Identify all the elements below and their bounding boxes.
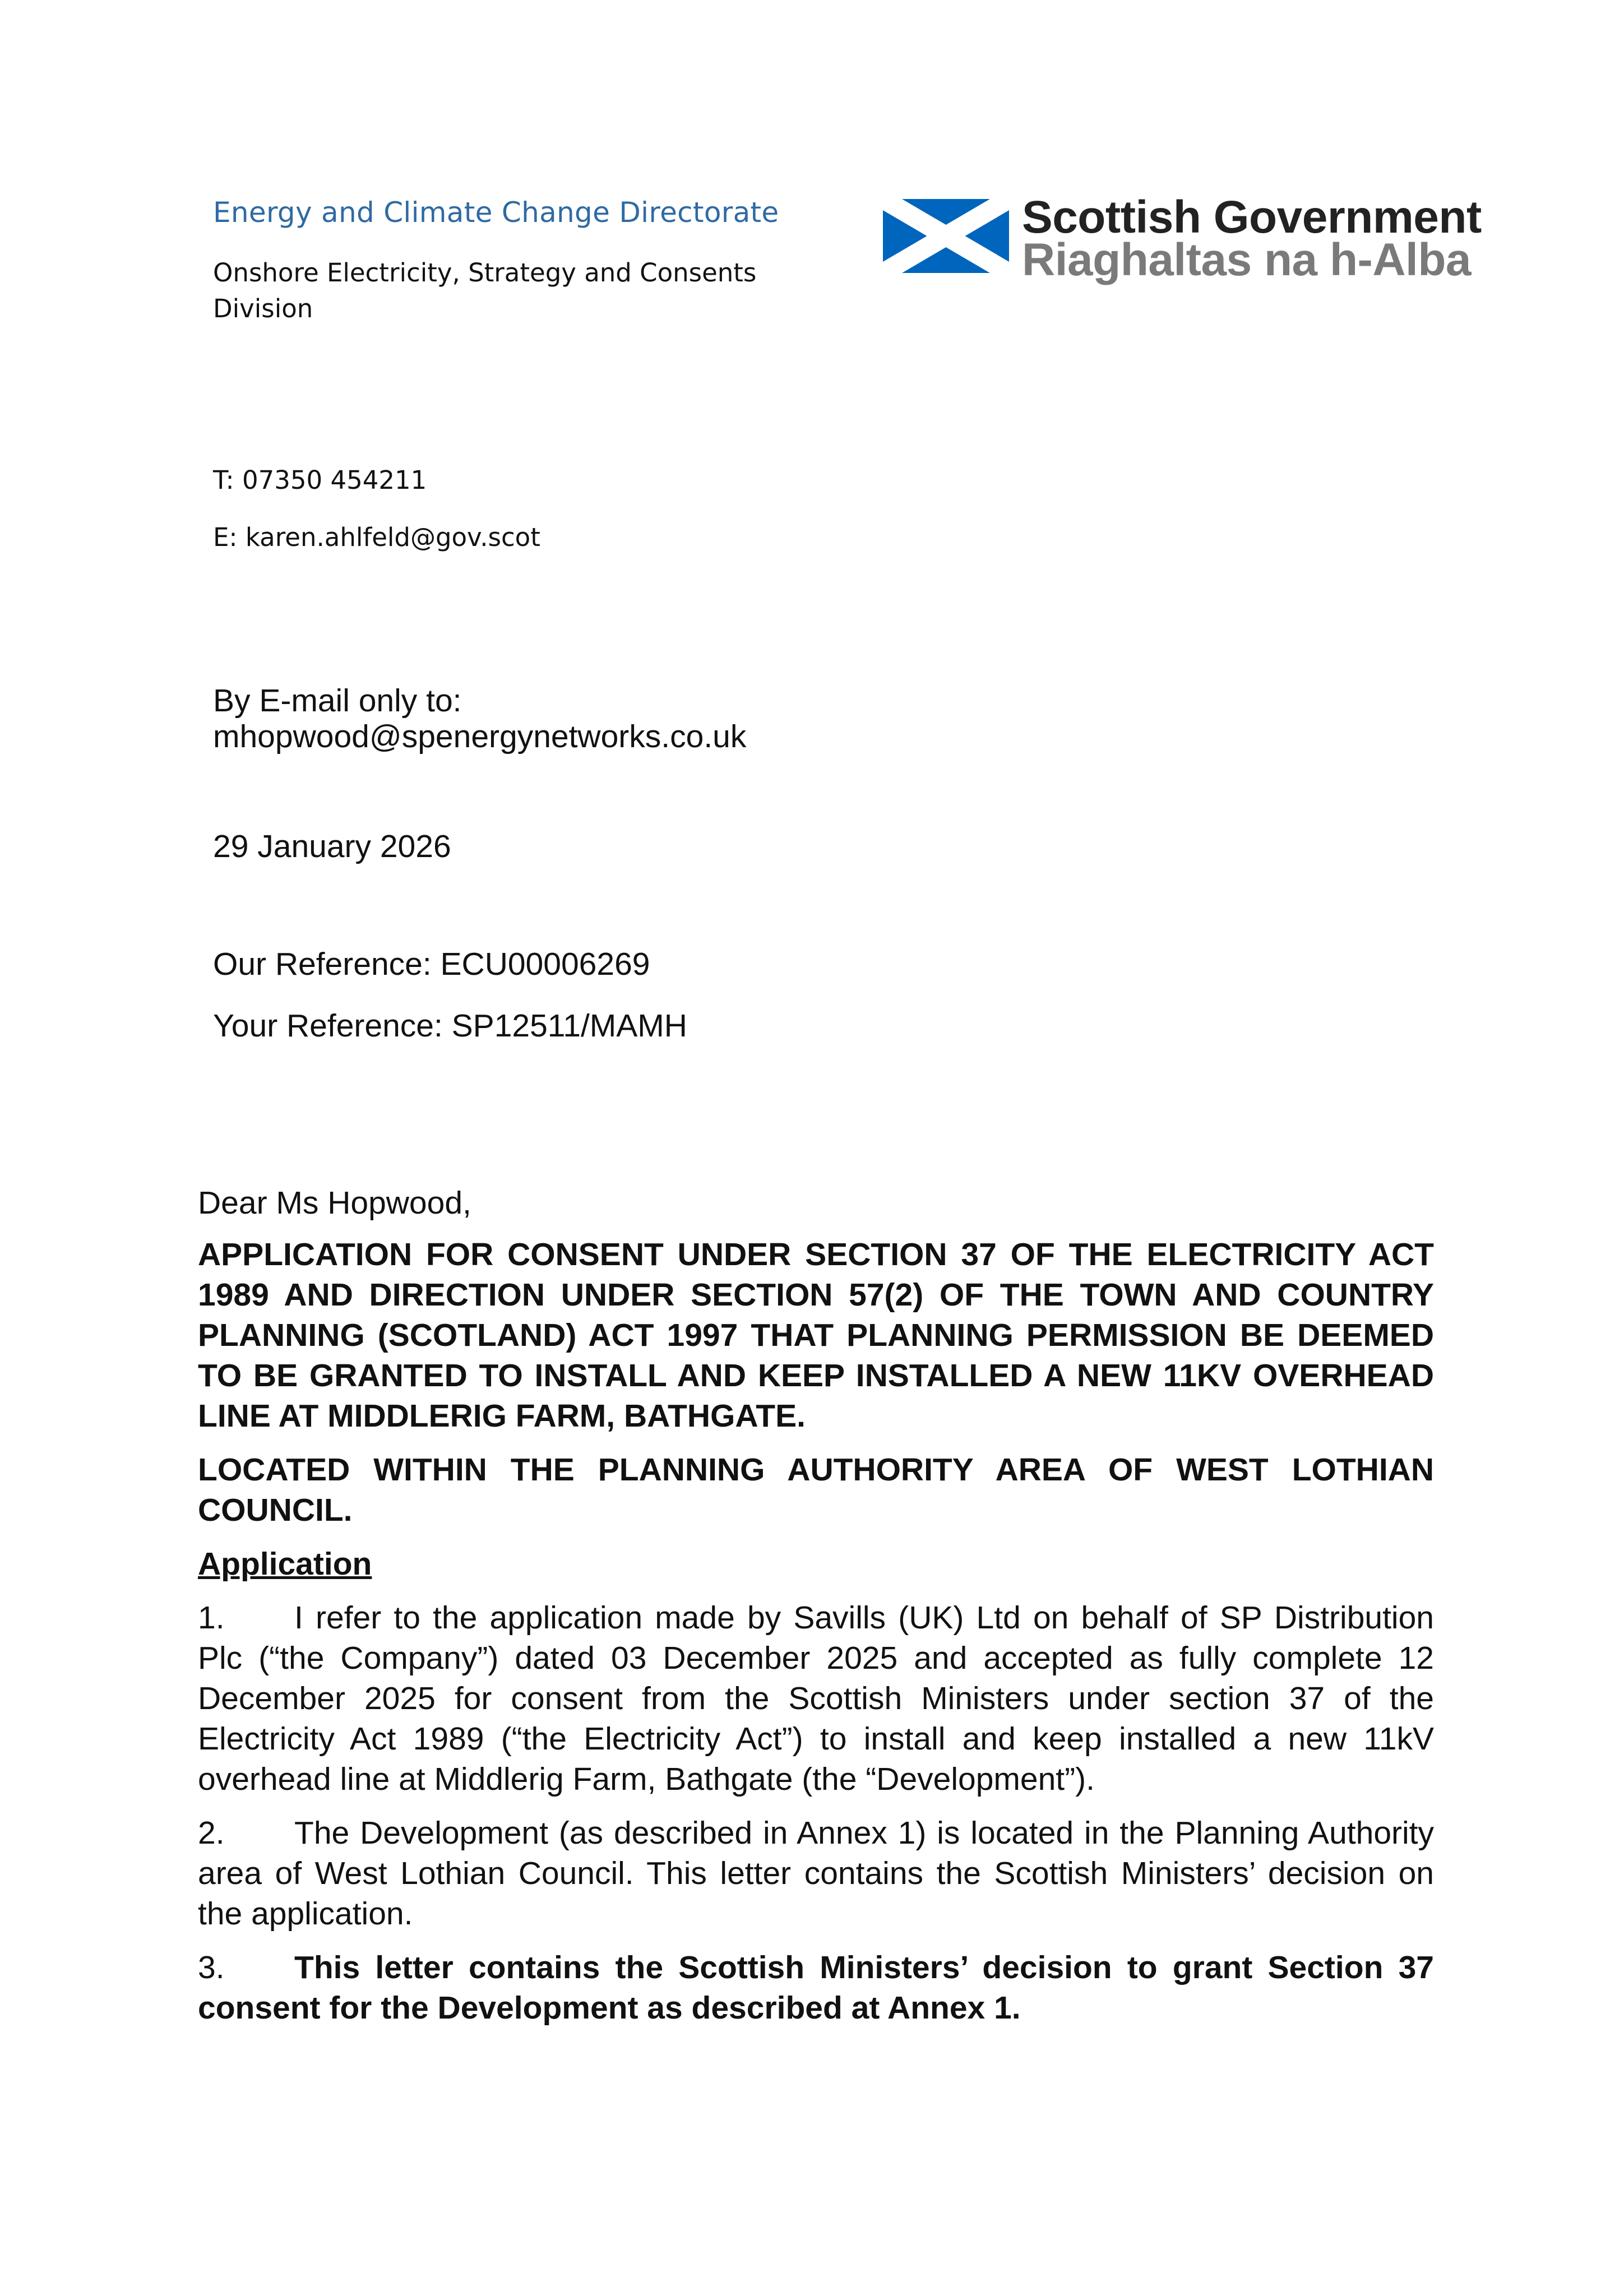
directorate-name: Energy and Climate Change Directorate — [213, 196, 779, 229]
letter-date: 29 January 2026 — [213, 828, 451, 864]
logo-title-english: Scottish Government — [1022, 192, 1482, 243]
recipient-line-1: By E-mail only to: — [213, 683, 462, 719]
section-heading-application: Application — [198, 1546, 372, 1582]
email-line: E: karen.ahlfeld@gov.scot — [213, 522, 540, 552]
logo-title-gaelic: Riaghaltas na h-Alba — [1022, 234, 1472, 285]
paragraph-1 — [198, 1598, 1434, 1799]
paragraph-number: 1. — [198, 1600, 225, 1636]
paragraph-2 — [198, 1813, 1434, 1934]
scottish-government-logo — [883, 192, 1522, 285]
saltire-flag-icon — [883, 199, 1009, 273]
letter-body — [198, 1183, 1434, 2042]
recipient-block — [213, 683, 746, 754]
division-name: Onshore Electricity, Strategy and Consents Division — [213, 258, 757, 323]
letter-title: APPLICATION FOR CONSENT UNDER SECTION 37 OF THE ELECTRICITY ACT 1989 AND DIRECTION UNDER SECTION 57(2) OF THE TOWN AND COUNTRY PLANNING (SCOTLAND) ACT 1997 THAT PLANNING PERMISSION BE DEEMED TO BE GRANTED TO INSTALL AND KEEP INSTALLED A NEW 11KV OVERHEAD LINE AT MIDDLERIG FARM, BATHGATE. — [198, 1237, 1434, 1434]
our-reference: Our Reference: ECU00006269 — [213, 946, 650, 982]
recipient-email: mhopwood@spenergynetworks.co.uk — [213, 719, 747, 754]
paragraph-text: I refer to the application made by Savills (UK) Ltd on behalf of SP Distribution Plc (“the Company”) dated 03 December 2025 and accepted as fully complete 12 December 2025 for consent from the Scottish Ministers under section 37 of the Electricity Act 1989 (“the Electricity Act”) to install and keep installed a new 11kV overhead line at Middlerig Farm, Bathgate (the “Development”). — [198, 1600, 1434, 1797]
salutation: Dear Ms Hopwood, — [198, 1185, 471, 1221]
paragraph-number: 3. — [198, 1950, 225, 1985]
paragraph-3 — [198, 1947, 1434, 2028]
paragraph-text: The Development (as described in Annex 1) is located in the Planning Authority area of West Lothian Council. This letter contains the Scottish Ministers’ decision on the application. — [198, 1815, 1434, 1932]
telephone-line: T: 07350 454211 — [213, 465, 427, 495]
letter-subtitle: LOCATED WITHIN THE PLANNING AUTHORITY AREA OF WEST LOTHIAN COUNCIL. — [198, 1452, 1434, 1528]
your-reference: Your Reference: SP12511/MAMH — [213, 1008, 687, 1044]
paragraph-text: This letter contains the Scottish Ministers’ decision to grant Section 37 consent for the Development as described at Annex 1. — [198, 1950, 1434, 2026]
paragraph-number: 2. — [198, 1815, 225, 1851]
